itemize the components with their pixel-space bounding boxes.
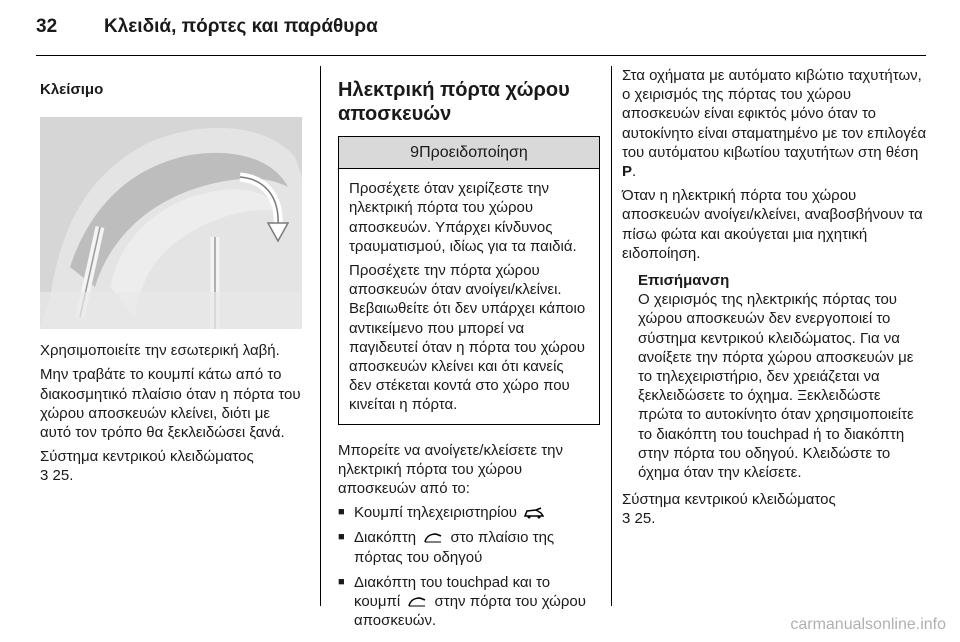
instruction-text-2: Μην τραβάτε το κουμπί κάτω από το διακοσμητικό πλαίσιο όταν η πόρτα του χώρου αποσκευών κλείνει, διότι με αυτό τον τρόπο θα ξεκλειδώσει ξανά. bbox=[40, 366, 301, 442]
list-item-text: στο πλαίσιο της πόρτας του οδηγού bbox=[354, 529, 555, 566]
column-divider-1 bbox=[320, 66, 321, 606]
warning-title: Προειδοποίηση bbox=[419, 144, 528, 161]
column-2 bbox=[338, 66, 600, 636]
warning-body bbox=[339, 169, 599, 423]
list-item-switch bbox=[338, 528, 600, 566]
header-rule bbox=[36, 55, 926, 56]
list-item-label: Διακόπτη του touchpad και το κουμπί bbox=[354, 573, 551, 611]
arrow-right-icon: 3 bbox=[622, 510, 631, 528]
watermark: carmanualsonline.info bbox=[790, 616, 946, 633]
control-list bbox=[338, 503, 600, 630]
body-text-1: Στα οχήματα με αυτόματο κιβώτιο ταχυτήτων, ο χειρισμός της πόρτας του χώρου αποσκευών είναι εφικτός μόνο όταν το αυτοκίνητο είναι σταματημένο με τον επιλογέα του αυτόματου κιβωτίου ταχυτήτων στη θέση P. bbox=[622, 67, 927, 181]
list-item-remote bbox=[338, 503, 600, 522]
intro-text: Μπορείτε να ανοίγετε/κλείσετε την ηλεκτρική πόρτα του χώρου αποσκευών από το: bbox=[338, 441, 563, 498]
list-item-touchpad bbox=[338, 573, 600, 631]
list-item-text: στην πόρτα του χώρου αποσκευών. bbox=[354, 593, 586, 630]
column-1 bbox=[40, 66, 302, 491]
section-title: Ηλεκτρική πόρτα χώρου αποσκευών bbox=[338, 79, 570, 125]
note-title: Επισήμανση bbox=[638, 272, 730, 290]
column-divider-2 bbox=[611, 66, 612, 606]
cross-reference bbox=[40, 447, 302, 485]
body-text-1-main: Στα οχήματα με αυτόματο κιβώτιο ταχυτήτων, ο χειρισμός της πόρτας του χώρου αποσκευών είναι εφικτός μόνο όταν το αυτοκίνητο είναι σταματημένο με τον επιλογέα του αυτόματου κιβωτίου ταχυτήτων στη θέση bbox=[622, 67, 927, 161]
page-title: Κλειδιά, πόρτες και παράθυρα bbox=[104, 16, 378, 37]
page-reference[interactable] bbox=[622, 510, 655, 527]
tailgate-illustration bbox=[40, 117, 302, 329]
list-item-label: Κουμπί τηλεχειριστηρίου bbox=[354, 504, 518, 522]
cross-reference-label: Σύστημα κεντρικού κλειδώματος bbox=[40, 448, 254, 466]
note-body: Ο χειρισμός της ηλεκτρικής πόρτας του χώρου αποσκευών δεν ενεργοποιεί το σύστημα κεντρικού κλειδώματος. Για να ανοίξετε την πόρτα χώρου αποσκευών με το τηλεχειριστήριο, δεν χρειάζεται να ξεκλειδώσετε το όχημα. Ξεκλειδώστε πρώτα το αυτοκίνητο όταν χρησιμοποιείτε το διακόπτη του touchpad ή το διακόπτη στην πόρτα του οδηγού. Κλειδώστε το όχημα όταν την κλείσετε. bbox=[638, 291, 914, 482]
section-subhead-closing: Κλείσιμο bbox=[40, 81, 104, 98]
warning-header bbox=[339, 137, 599, 169]
page-reference[interactable] bbox=[40, 467, 73, 484]
car-tailgate-icon bbox=[524, 507, 544, 519]
page-number: 32 bbox=[36, 16, 58, 37]
column-3 bbox=[622, 66, 928, 534]
warning-text-2: Προσέχετε την πόρτα χώρου αποσκευών όταν ανοίγει/κλείνει. Βεβαιωθείτε ότι δεν υπάρχει κάποιο αντικείμενο που μπορεί να παγιδευτεί όταν η πόρτα του χώρου αποσκευών κλείνει και ότι κανείς δεν στέκεται κοντά στο χώρο που κινείται η πόρτα. bbox=[349, 262, 586, 414]
arrow-right-icon: 3 bbox=[40, 467, 49, 485]
cross-reference-label: Σύστημα κεντρικού κλειδώματος bbox=[622, 491, 836, 509]
note-block bbox=[622, 271, 928, 482]
tailgate-icon bbox=[407, 596, 427, 608]
warning-box bbox=[338, 136, 600, 425]
instruction-text-1: Χρησιμοποιείτε την εσωτερική λαβή. bbox=[40, 342, 280, 360]
body-text-2: Όταν η ηλεκτρική πόρτα του χώρου αποσκευών ανοίγει/κλείνει, αναβοσβήνουν τα πίσω φώτα και ακούγεται μια ηχητική ειδοποίηση. bbox=[622, 187, 923, 262]
gear-position: P bbox=[622, 163, 633, 181]
reference-page: 25. bbox=[634, 510, 656, 528]
warning-triangle-icon: 9 bbox=[410, 144, 420, 161]
list-item-label: Διακόπτη bbox=[354, 529, 417, 547]
reference-page: 25. bbox=[52, 467, 74, 485]
tailgate-icon bbox=[423, 532, 443, 544]
warning-text-1: Προσέχετε όταν χειρίζεστε την ηλεκτρική πόρτα του χώρου αποσκευών. Υπάρχει κίνδυνος τραυματισμού, ιδίως για τα παιδιά. bbox=[349, 180, 577, 255]
cross-reference bbox=[622, 490, 928, 528]
